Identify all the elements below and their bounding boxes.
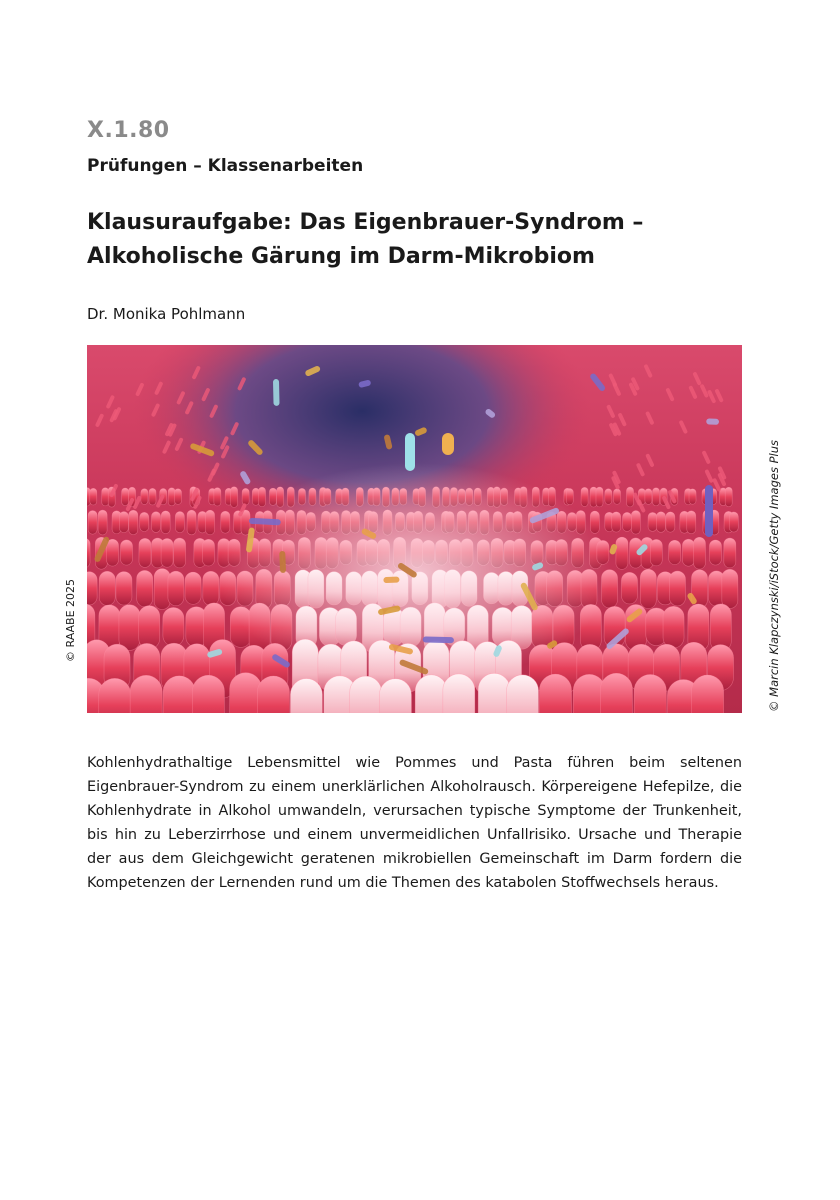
intestine-illustration <box>87 345 742 713</box>
document-category: Prüfungen – Klassenarbeiten <box>87 156 364 176</box>
bacterium-shape <box>383 577 399 584</box>
abstract-paragraph: Kohlenhydrathaltige Lebensmittel wie Pommes und Pasta führen beim seltenen Eigenbrauer-Syndrom zu einem unerklärlichen Alkoholrausch. Körpereigene Hefepilze, die Kohlenhydrate in Alkohol umwandeln, verursachen typische Symptome der Trunkenheit, bis hin zu Leberzirrhose und einem unvermeidlichen Unfallrisiko. Ursache und Therapie der aus dem Gleichgewicht geratenen mikrobiellen Gemeinschaft im Darm fordern die Kompetenzen der Lernenden rund um die Themen des katabolen Stoffwechsels heraus. <box>87 755 742 891</box>
microbe-shape <box>405 433 415 471</box>
bacterium-shape <box>706 418 719 425</box>
bacterium-shape <box>279 551 286 573</box>
intestine-villi-image <box>87 345 742 713</box>
document-title: Klausuraufgabe: Das Eigenbrauer-Syndrom – Alkoholische Gärung im Darm-Mikrobiom <box>87 210 644 269</box>
author-name: Dr. Monika Pohlmann <box>87 305 246 323</box>
document-code: X.1.80 <box>87 118 170 143</box>
bacterium-shape <box>423 636 454 643</box>
microbe-shape <box>705 485 713 537</box>
microbe-shape <box>442 433 454 455</box>
bacterium-shape <box>273 379 280 406</box>
copyright-notice: © RAABE 2025 <box>64 578 77 662</box>
image-credit: © Marcin Klapczynski/iStock/Getty Images Plus <box>767 439 781 712</box>
